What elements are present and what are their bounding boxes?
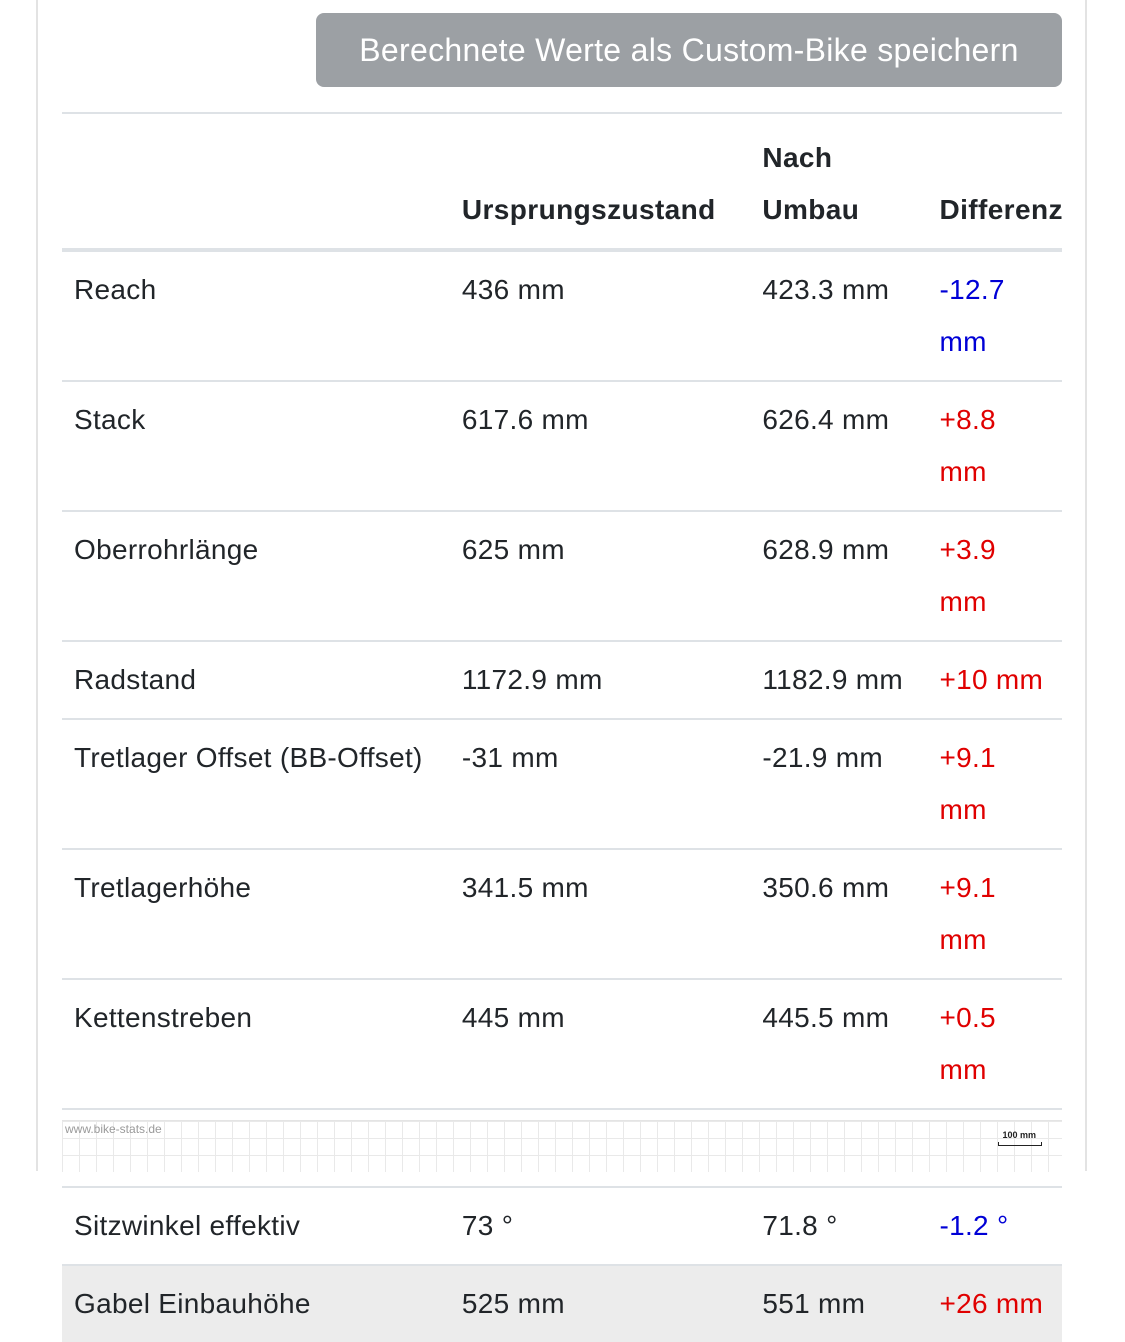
watermark-text: www.bike-stats.de [65,1122,162,1136]
table-header [62,113,1062,250]
row-difference-value: +9.1 mm [939,872,996,955]
row-label: Radstand [74,664,197,695]
row-difference-value: +10 mm [939,664,1044,695]
row-label: Oberrohrlänge [74,534,259,565]
row-difference-value: +9.1 mm [939,742,996,825]
scale-label: 100 mm [1002,1130,1036,1140]
row-difference-value: +8.8 mm [939,404,996,487]
row-original-value: 617.6 mm [461,404,589,435]
row-difference-value: -1.2 ° [939,1210,1009,1241]
row-modified-value: -21.9 mm [762,742,883,773]
row-original-value: -31 mm [461,742,559,773]
row-original-value: 341.5 mm [461,872,589,903]
header-modified-line1: Nach [762,142,833,173]
row-modified-value: 71.8 ° [762,1210,838,1241]
row-label: Stack [74,404,146,435]
table-row [62,849,1062,979]
table-row [62,1265,1062,1342]
row-modified-value: 551 mm [762,1288,866,1319]
row-modified-value: 350.6 mm [762,872,890,903]
row-original-value: 73 ° [461,1210,514,1241]
row-modified-value: 628.9 mm [762,534,890,565]
row-difference-value: +0.5 mm [939,1002,996,1085]
row-modified-value: 626.4 mm [762,404,890,435]
table-row [62,250,1062,381]
table-row [62,641,1062,719]
scale-bar-icon [998,1142,1042,1146]
row-label: Gabel Einbauhöhe [74,1288,311,1319]
row-label: Reach [74,274,157,305]
header-parameter [62,113,450,250]
header-modified-line2: Umbau [762,194,860,225]
row-label: Tretlager Offset (BB-Offset) [74,742,423,773]
row-label: Tretlagerhöhe [74,872,252,903]
row-label: Kettenstreben [74,1002,253,1033]
save-as-custom-bike-button[interactable]: Berechnete Werte als Custom-Bike speichern [316,13,1062,87]
table-body [62,250,1062,1342]
table-row [62,979,1062,1109]
table-row [62,719,1062,849]
row-original-value: 625 mm [461,534,565,565]
header-row [62,113,1062,250]
header-difference: Differenz [939,194,1063,225]
row-modified-value: 445.5 mm [762,1002,890,1033]
header-original: Ursprungszustand [461,194,716,225]
row-original-value: 436 mm [461,274,565,305]
row-difference-value: +26 mm [939,1288,1044,1319]
table-row [62,381,1062,511]
geometry-chart-preview [62,1120,1062,1172]
row-difference-value: +3.9 mm [939,534,996,617]
frame-border-right [1085,0,1087,1171]
row-modified-value: 423.3 mm [762,274,890,305]
row-original-value: 445 mm [461,1002,565,1033]
row-label: Sitzwinkel effektiv [74,1210,301,1241]
row-original-value: 1172.9 mm [461,664,603,695]
row-modified-value: 1182.9 mm [762,664,904,695]
row-original-value: 525 mm [461,1288,565,1319]
table-row [62,1187,1062,1265]
header-modified [750,113,927,250]
row-difference-value: -12.7 mm [939,274,1005,357]
table-row [62,511,1062,641]
frame-border-left [36,0,38,1171]
